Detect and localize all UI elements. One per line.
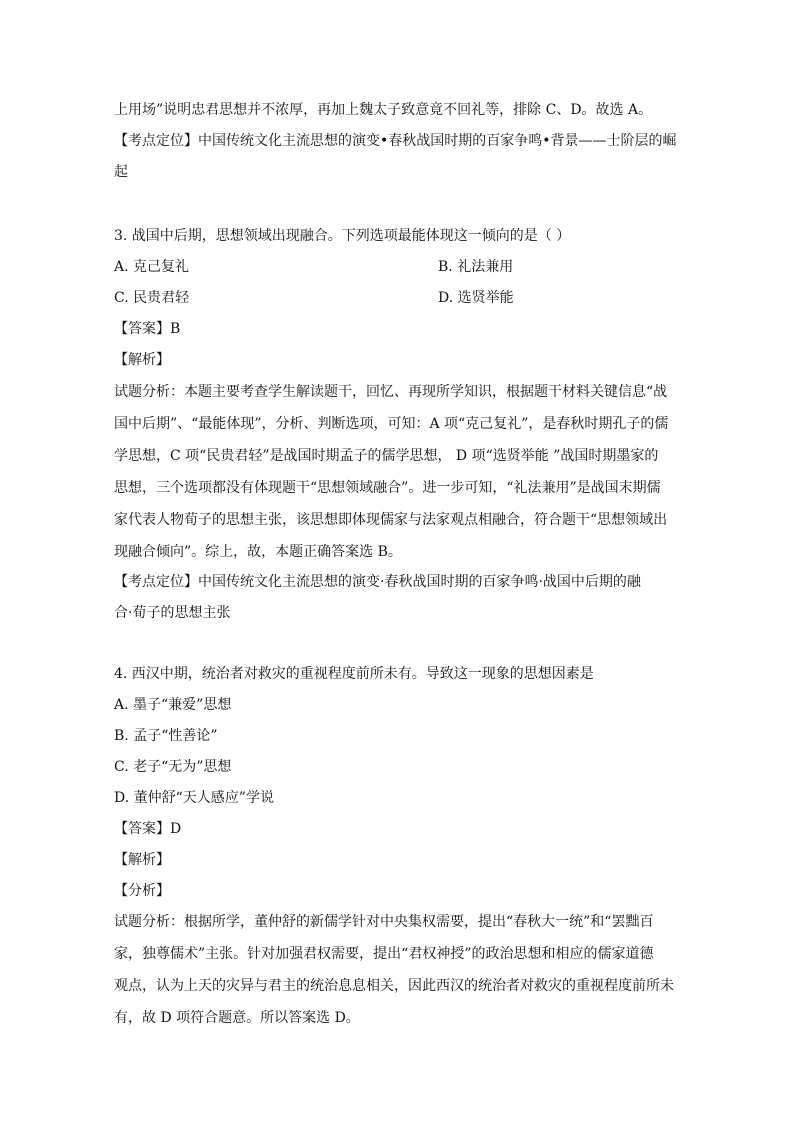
- analysis-label: 【分析】: [114, 883, 170, 899]
- analysis-label: 【解析】: [114, 852, 170, 868]
- option-a: A. 墨子“兼爱”思想: [114, 697, 232, 713]
- question-4: 4. 西汉中期，统治者对救灾的重视程度前所未有。导致这一现象的思想因素是: [114, 666, 594, 682]
- analysis-text: 家，独尊儒术”主张。针对加强君权需要，提出“君权神授”的政治思想和相应的儒家道德: [114, 946, 654, 962]
- question-3: 3. 战国中后期，思想领域出现融合。下列选项最能体现这一倾向的是（ ）: [114, 228, 571, 244]
- analysis-label: 【解析】: [114, 352, 170, 368]
- answer-label: 【答案】D: [114, 821, 182, 837]
- analysis-text: 学思想，C 项“民贵君轻”是战国时期孟子的儒学思想， D 项“选贤举能 ”战国时期墨家的: [114, 448, 659, 464]
- analysis-text: 现融合倾向”。综上，故，本题正确答案选 B。: [114, 544, 402, 560]
- text-line: 起: [114, 164, 128, 180]
- exam-point-label: 【考点定位】中国传统文化主流思想的演变·春秋战国时期的百家争鸣·战国中后期的融: [114, 574, 641, 590]
- option-d: D. 董仲舒“天人感应”学说: [114, 790, 274, 806]
- option-c: C. 民贵君轻: [114, 290, 190, 306]
- analysis-text: 思想，三个选项都没有体现题干“思想领域融合”。进一步可知，“礼法兼用”是战国末期儒: [114, 480, 661, 496]
- option-c: C. 老子“无为”思想: [114, 759, 232, 775]
- option-b: B. 孟子“性善论”: [114, 728, 218, 744]
- text-line: 合·荀子的思想主张: [114, 605, 231, 621]
- answer-label: 【答案】B: [114, 321, 181, 337]
- option-a: A. 克己复礼: [114, 259, 190, 275]
- option-d: D. 选贤举能: [438, 290, 514, 306]
- analysis-text: 试题分析：本题主要考查学生解读题干，回忆、再现所学知识，根据题干材料关键信息“战: [114, 384, 668, 400]
- analysis-text: 试题分析：根据所学，董仲舒的新儒学针对中央集权需要，提出“春秋大一统”和“罢黜百: [114, 914, 654, 930]
- exam-point-label: 【考点定位】中国传统文化主流思想的演变•春秋战国时期的百家争鸣•背景——士阶层的崛: [114, 133, 677, 149]
- text-line: 上用场”说明忠君思想并不浓厚，再加上魏太子致意竟不回礼等，排除 C、D。故选 A。: [114, 102, 653, 118]
- analysis-text: 有，故 D 项符合题意。所以答案选 D。: [114, 1010, 360, 1026]
- analysis-text: 国中后期”、“最能体现”，分析、判断选项，可知：A 项“克己复礼”，是春秋时期孔子的儒: [114, 416, 669, 432]
- analysis-text: 家代表人物荀子的思想主张，该思想即体现儒家与法家观点相融合，符合题干“思想领域出: [114, 512, 668, 528]
- option-b: B. 礼法兼用: [438, 259, 514, 275]
- analysis-text: 观点，认为上天的灾异与君主的统治息息相关，因此西汉的统治者对救灾的重视程度前所未: [114, 978, 674, 994]
